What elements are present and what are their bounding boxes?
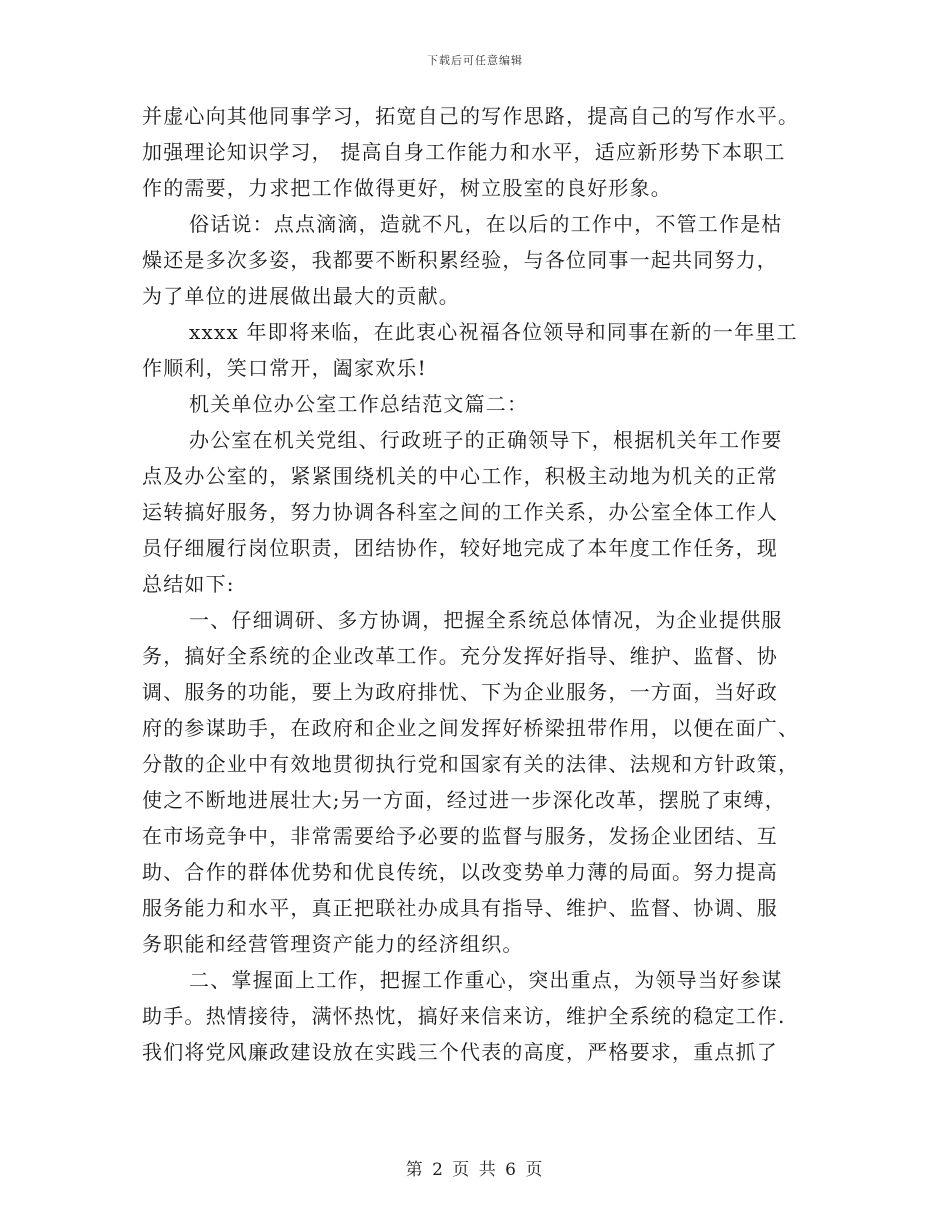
- text-line: 为了单位的进展做出最大的贡献。: [142, 284, 460, 308]
- text-line: 服务能力和水平，真正把联社办成具有指导、维护、监督、协调、服: [142, 896, 778, 920]
- text-line: 运转搞好服务，努力协调各科室之间的工作关系，办公室全体工作人: [142, 500, 778, 524]
- text-line: 二、掌握面上工作，把握工作重心，突出重点，为领导当好参谋: [189, 968, 783, 992]
- text-line: 调、服务的功能，要上为政府排忧、下为企业服务，一方面，当好政: [142, 680, 778, 704]
- text-line: 作顺利，笑口常开，阖家欢乐!: [142, 356, 427, 380]
- page-number: 第 2 页 共 6 页: [405, 1160, 545, 1180]
- text-line: 员仔细履行岗位职责，团结协作，较好地完成了本年度工作任务，现: [142, 536, 778, 560]
- text-line: 并虚心向其他同事学习，拓宽自己的写作思路，提高自己的写作水平。: [142, 104, 800, 128]
- text-line: 府的参谋助手，在政府和企业之间发挥好桥梁扭带作用，以便在面广、: [142, 716, 800, 740]
- text-line: 一、仔细调研、多方协调，把握全系统总体情况，为企业提供服: [189, 608, 783, 632]
- text-line: 在市场竞争中，非常需要给予必要的监督与服务，发扬企业团结、互: [142, 824, 778, 848]
- text-line: 务，搞好全系统的企业改革工作。充分发挥好指导、维护、监督、协: [142, 644, 778, 668]
- text-line: 燥还是多次多姿，我都要不断积累经验，与各位同事一起共同努力，: [142, 248, 778, 272]
- text-line: 点及办公室的，紧紧围绕机关的中心工作，积极主动地为机关的正常: [142, 464, 778, 488]
- text-line: 我们将党风廉政建设放在实践三个代表的高度，严格要求，重点抓了: [142, 1040, 778, 1064]
- text-line: 助、合作的群体优势和优良传统，以改变势单力薄的局面。努力提高: [142, 860, 778, 884]
- text-line: 助手。热情接待，满怀热忱，搞好来信来访，维护全系统的稳定工作.: [142, 1004, 786, 1028]
- text-line: 分散的企业中有效地贯彻执行党和国家有关的法律、法规和方针政策，: [142, 752, 800, 776]
- text-line: 务职能和经营管理资产能力的经济组织。: [142, 932, 524, 956]
- text-line: 总结如下:: [142, 572, 235, 596]
- page-header-note: 下载后可任意编辑: [427, 54, 523, 67]
- text-line: 机关单位办公室工作总结范文篇二：: [189, 392, 529, 416]
- text-line: 俗话说：点点滴滴，造就不凡，在以后的工作中，不管工作是枯: [189, 212, 783, 236]
- text-line: xxxx 年即将来临，在此衷心祝福各位领导和同事在新的一年里工: [189, 320, 798, 344]
- text-line: 使之不断地进展壮大;另一方面，经过进一步深化改革，摆脱了束缚，: [142, 788, 786, 812]
- text-line: 作的需要，力求把工作做得更好，树立股室的良好形象。: [142, 176, 672, 200]
- document-body: [142, 98, 812, 1070]
- text-line: 加强理论知识学习， 提高自身工作能力和水平，适应新形势下本职工: [142, 140, 786, 164]
- text-line: 办公室在机关党组、行政班子的正确领导下，根据机关年工作要: [189, 428, 783, 452]
